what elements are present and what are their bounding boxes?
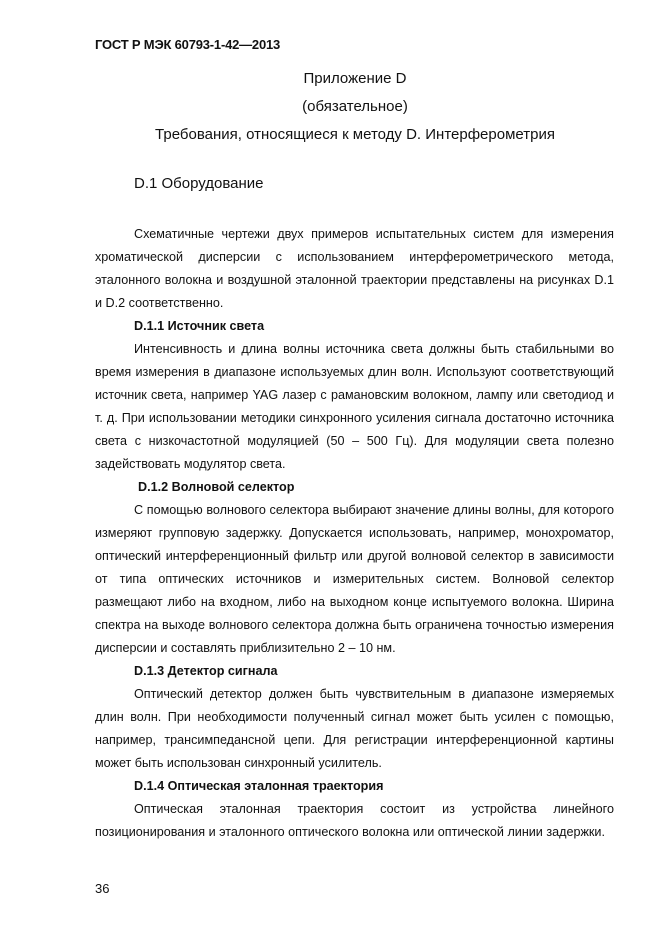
subsection-text-signal-detector: Оптический детектор должен быть чувствительным в диапазоне измеряемых длин волн. При необходимости полученный сигнал может быть усилен с помощью, например, трансимпедансной цепи. Для регистрации интерференционной картины может быть использован синхронный усилитель. xyxy=(95,687,614,770)
subsection-text-reference-path: Оптическая эталонная траектория состоит из устройства линейного позиционирования и эталонного оптического волокна или оптической линии задержки. xyxy=(95,802,614,839)
section-title: D.1 Оборудование xyxy=(134,175,264,192)
section-intro-paragraph: Схематичные чертежи двух примеров испытательных систем для измерения хроматической дисперсии с использованием интерферометрического метода, эталонного волокна и воздушной эталонной траектории представлены на рисунках D.1 и D.2 соответственно. xyxy=(95,227,614,310)
subsection-title-light-source: D.1.1 Источник света xyxy=(134,319,265,333)
appendix-title: Приложение D xyxy=(303,70,407,87)
standard-header: ГОСТ Р МЭК 60793-1-42—2013 xyxy=(95,37,281,52)
subsection-title-signal-detector: D.1.3 Детектор сигнала xyxy=(134,664,278,678)
subsection-text-wave-selector: С помощью волнового селектора выбирают значение длины волны, для которого измеряют групповую задержку. Допускается использовать, например, монохроматор, оптический интерференционный фильтр или другой волновой селектор в зависимости от типа оптических источников и измерительных систем. Волновой селектор размещают либо на входном, либо на выходном конце испытуемого волокна. Ширина спектра на выходе волнового селектора должна быть ограничена точностью измерения дисперсии и составлять приблизительно 2 – 10 нм. xyxy=(95,503,614,655)
page-number: 36 xyxy=(95,881,110,896)
appendix-status: (обязательное) xyxy=(302,98,408,115)
appendix-subtitle: Требования, относящиеся к методу D. Интерферометрия xyxy=(155,126,555,143)
subsection-text-light-source: Интенсивность и длина волны источника света должны быть стабильными во время измерения в диапазоне используемых длин волн. Используют соответствующий источник света, например YAG лазер с рамановским волокном, лампу или светодиод и т. д. При использовании методики синхронного усиления сигнала достаточно источника света с низкочастотной модуляцией (50 – 500 Гц). Для модуляции света полезно задействовать модулятор света. xyxy=(95,342,614,471)
subsection-title-wave-selector: D.1.2 Волновой селектор xyxy=(138,480,295,494)
subsection-title-reference-path: D.1.4 Оптическая эталонная траектория xyxy=(134,779,384,793)
